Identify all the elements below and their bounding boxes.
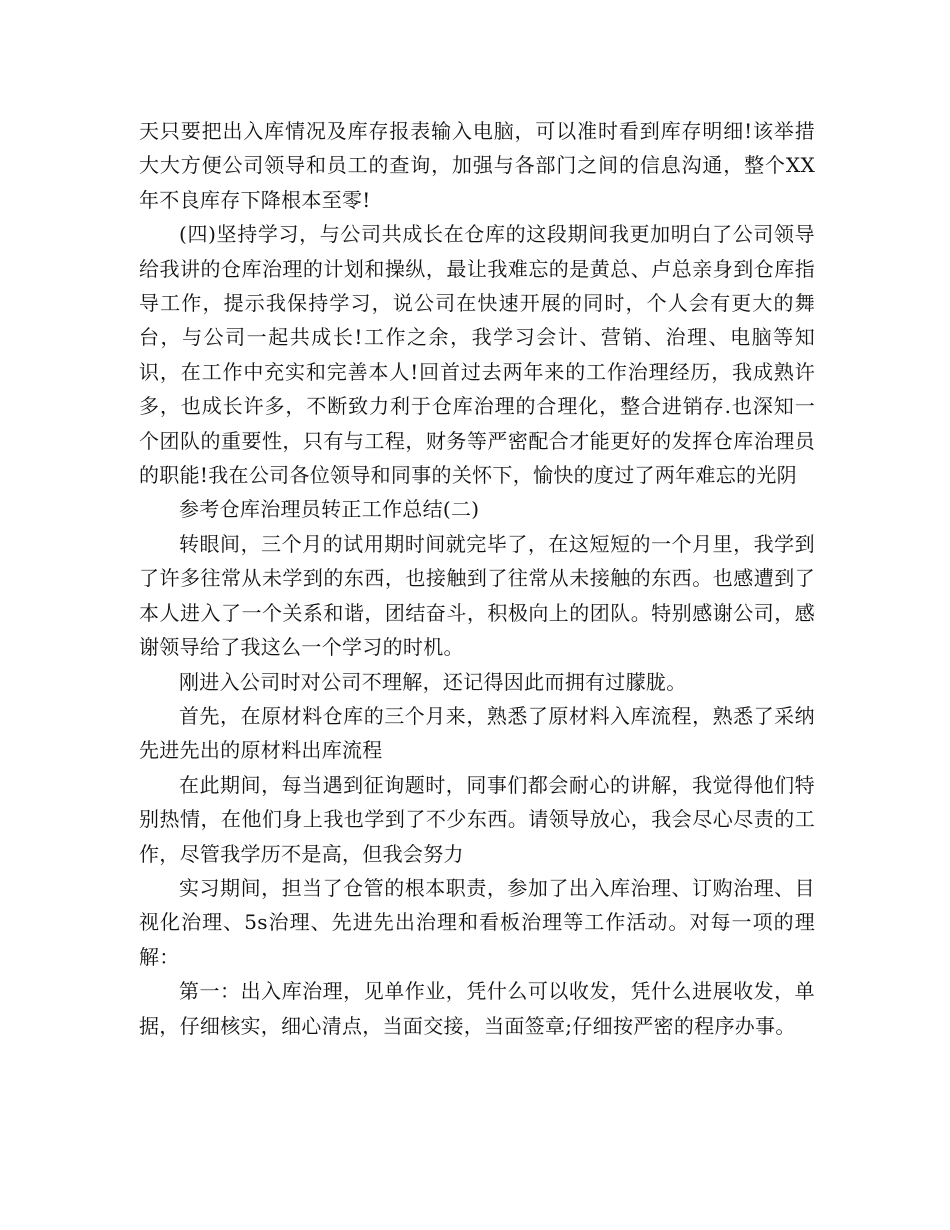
paragraph-continuation: 天只要把出入库情况及库存报表输入电脑，可以准时看到库存明细!该举措大大方便公司领导和员工的查询，加强与各部门之间的信息沟通，整个XX年不良库存下降根本至零! [139, 119, 815, 212]
paragraph: 刚进入公司时对公司不理解，还记得因此而拥有过朦胧。 [179, 669, 687, 694]
document-body [139, 114, 815, 1043]
paragraph: 实习期间，担当了仓管的根本职责，参加了出入库治理、订购治理、目视化治理、5s治理、先进先出治理和看板治理等工作活动。对每一项的理解： [139, 875, 815, 969]
paragraph: 首先，在原材料仓库的三个月来，熟悉了原材料入库流程，熟悉了采纳先进先出的原材料出库流程 [139, 703, 815, 763]
paragraph: 在此期间，每当遇到征询题时，同事们都会耐心的讲解，我觉得他们特别热情，在他们身上我也学到了不少东西。请领导放心，我会尽心尽责的工作，尽管我学历不是高，但我会努力 [139, 772, 815, 866]
paragraph-section-four: (四)坚持学习，与公司共成长在仓库的这段期间我更加明白了公司领导给我讲的仓库治理的计划和操纵，最让我难忘的是黄总、卢总亲身到仓库指导工作，提示我保持学习，说公司在快速开展的同时，个人会有更大的舞台，与公司一起共成长!工作之余，我学习会计、营销、治理、电脑等知识，在工作中充实和完善本人!回首过去两年来的工作治理经历，我成熟许多，也成长许多，不断致力利于仓库治理的合理化，整合进销存.也深知一个团队的重要性，只有与工程，财务等严密配合才能更好的发挥仓库治理员的职能!我在公司各位领导和同事的关怀下，愉快的度过了两年难忘的光阴 [139, 222, 815, 488]
paragraph: 转眼间，三个月的试用期时间就完毕了，在这短短的一个月里，我学到了许多往常从未学到的东西，也接触到了往常从未接触的东西。也感遭到了本人进入了一个关系和谐，团结奋斗，积极向上的团队。特别感谢公司，感谢领导给了我这么一个学习的时机。 [139, 531, 815, 660]
paragraph: 第一：出入库治理，见单作业，凭什么可以收发，凭什么进展收发，单据，仔细核实，细心清点，当面交接，当面签章;仔细按严密的程序办事。 [139, 979, 815, 1038]
section-heading: 参考仓库治理员转正工作总结(二) [179, 497, 480, 522]
